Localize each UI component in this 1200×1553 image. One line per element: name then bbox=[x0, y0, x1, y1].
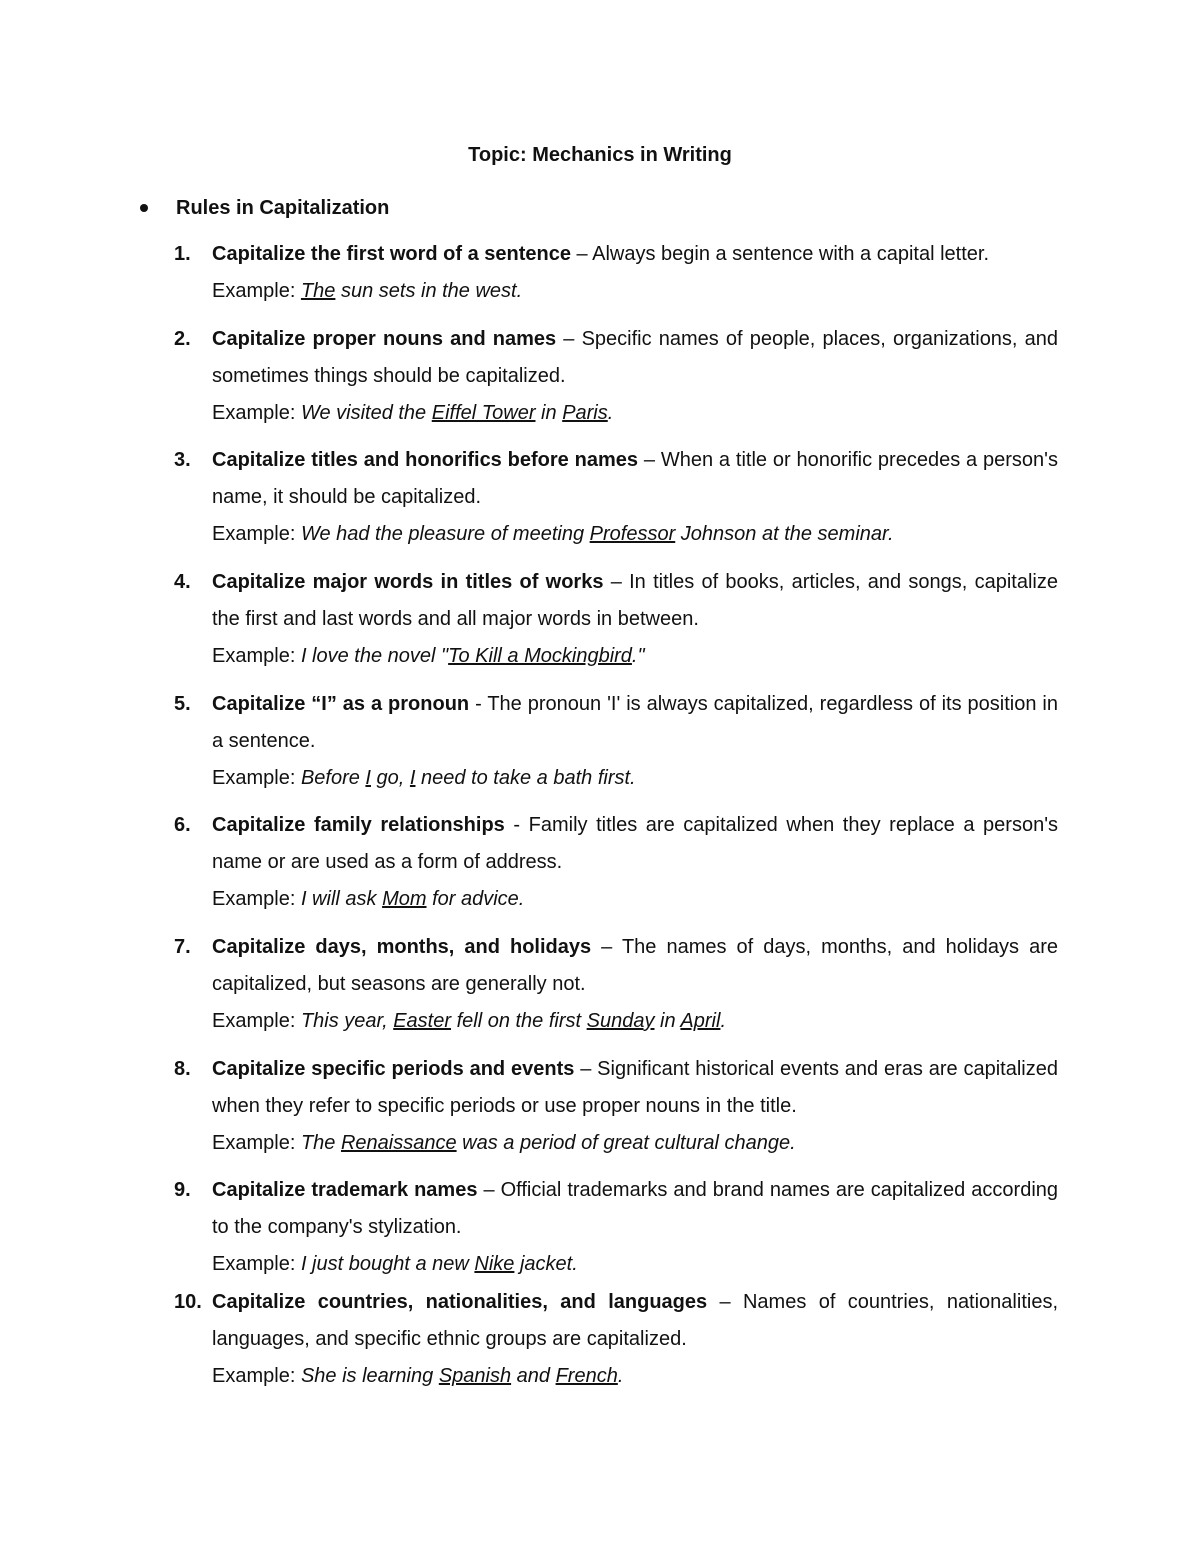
example-label: Example: bbox=[212, 1365, 301, 1387]
example-sentence: We had the pleasure of meeting Professor Johnson at the seminar. bbox=[300, 523, 894, 545]
example-label: Example: bbox=[212, 280, 301, 302]
example-highlight: I bbox=[365, 767, 371, 789]
example-highlight: French bbox=[555, 1365, 618, 1387]
rule-heading: Capitalize specific periods and events bbox=[212, 1058, 575, 1080]
rule-number: 9. bbox=[174, 1179, 191, 1201]
example-highlight: Easter bbox=[393, 1010, 452, 1032]
example-highlight: I bbox=[409, 767, 416, 789]
rule-item bbox=[174, 929, 1058, 1040]
rule-example bbox=[212, 638, 1058, 675]
example-label: Example: bbox=[212, 523, 301, 545]
example-highlight: The bbox=[300, 280, 336, 302]
example-highlight: Professor bbox=[589, 523, 676, 545]
rule-number: 5. bbox=[174, 693, 191, 715]
rule-item bbox=[174, 1051, 1058, 1162]
example-label: Example: bbox=[212, 767, 301, 789]
rule-item bbox=[174, 321, 1058, 432]
rule-number: 7. bbox=[174, 936, 191, 958]
example-label: Example: bbox=[212, 402, 301, 424]
example-label: Example: bbox=[212, 1253, 301, 1275]
rule-text bbox=[212, 1172, 1058, 1246]
example-highlight: Sunday bbox=[586, 1010, 655, 1032]
example-highlight: Spanish bbox=[438, 1365, 512, 1387]
rule-text bbox=[212, 564, 1058, 638]
rule-description: - Family titles are capitalized when they replace a person's name or are used as a form of address. bbox=[212, 814, 1059, 873]
rule-text bbox=[212, 807, 1058, 881]
rule-number: 4. bbox=[174, 571, 191, 593]
rule-example bbox=[212, 1358, 1058, 1395]
example-label: Example: bbox=[212, 1010, 301, 1032]
rule-description: – Names of countries, nationalities, languages, and specific ethnic groups are capitalized. bbox=[212, 1291, 1058, 1350]
rule-number: 1. bbox=[174, 243, 191, 265]
rule-text bbox=[212, 236, 1058, 273]
rule-item bbox=[174, 236, 1058, 310]
rule-description: – When a title or honorific precedes a person's name, it should be capitalized. bbox=[212, 449, 1058, 508]
rule-description: – In titles of books, articles, and songs, capitalize the first and last words and all major words in between. bbox=[212, 571, 1058, 630]
example-sentence: She is learning Spanish and French. bbox=[300, 1365, 624, 1387]
rule-example bbox=[212, 516, 1058, 553]
rule-text bbox=[212, 1051, 1058, 1125]
section-heading: Rules in Capitalization bbox=[176, 197, 390, 219]
example-sentence: This year, Easter fell on the first Sunday in April. bbox=[300, 1010, 726, 1032]
rule-text bbox=[212, 1284, 1058, 1358]
rule-number: 2. bbox=[174, 328, 191, 350]
example-sentence: Before I go, I need to take a bath first. bbox=[300, 767, 636, 789]
example-sentence: The sun sets in the west. bbox=[300, 280, 523, 302]
bullet-icon bbox=[140, 204, 148, 212]
example-sentence: I will ask Mom for advice. bbox=[300, 888, 525, 910]
example-sentence: I just bought a new Nike jacket. bbox=[300, 1253, 578, 1275]
rule-description: – Significant historical events and eras are capitalized when they refer to specific periods or use proper nouns in the title. bbox=[212, 1058, 1058, 1117]
rule-description: - The pronoun 'I' is always capitalized, regardless of its position in a sentence. bbox=[212, 693, 1058, 752]
rule-text bbox=[212, 321, 1058, 395]
example-highlight: Eiffel Tower bbox=[431, 402, 536, 424]
example-sentence: I love the novel "To Kill a Mockingbird." bbox=[300, 645, 645, 667]
rule-description: – The names of days, months, and holidays are capitalized, but seasons are generally not. bbox=[212, 936, 1058, 995]
rule-example bbox=[212, 1125, 1058, 1162]
rule-heading: Capitalize proper nouns and names bbox=[212, 328, 557, 350]
rule-heading: Capitalize titles and honorifics before names bbox=[212, 449, 638, 471]
rule-heading: Capitalize days, months, and holidays bbox=[212, 936, 592, 958]
rule-description: – Always begin a sentence with a capital letter. bbox=[570, 243, 989, 265]
rule-number: 6. bbox=[174, 814, 191, 836]
rule-example bbox=[212, 881, 1058, 918]
rule-example bbox=[212, 760, 1058, 797]
rule-text bbox=[212, 686, 1058, 760]
page-title: Topic: Mechanics in Writing bbox=[468, 144, 732, 166]
example-highlight: Paris bbox=[562, 402, 608, 424]
rule-description: – Specific names of people, places, organizations, and sometimes things should be capitalized. bbox=[212, 328, 1058, 387]
rule-heading: Capitalize countries, nationalities, and languages bbox=[212, 1291, 708, 1313]
rule-example bbox=[212, 1246, 1058, 1283]
rule-description: – Official trademarks and brand names are capitalized according to the company's stylization. bbox=[212, 1179, 1059, 1238]
rule-item bbox=[174, 564, 1058, 675]
rule-text bbox=[212, 929, 1058, 1003]
rule-example bbox=[212, 1003, 1058, 1040]
rule-heading: Capitalize the first word of a sentence bbox=[212, 243, 571, 265]
rule-number: 3. bbox=[174, 449, 191, 471]
rule-heading: Capitalize major words in titles of works bbox=[212, 571, 604, 593]
example-highlight: Renaissance bbox=[340, 1132, 457, 1154]
example-label: Example: bbox=[212, 1132, 301, 1154]
rule-text bbox=[212, 442, 1058, 516]
example-label: Example: bbox=[212, 645, 301, 667]
rule-item bbox=[174, 1172, 1059, 1283]
rule-item bbox=[174, 686, 1058, 797]
rule-item bbox=[174, 1284, 1058, 1395]
example-sentence: We visited the Eiffel Tower in Paris. bbox=[300, 402, 614, 424]
rule-example bbox=[212, 273, 1058, 310]
rule-heading: Capitalize “I” as a pronoun bbox=[212, 693, 470, 715]
example-highlight: To Kill a Mockingbird bbox=[448, 645, 632, 667]
rule-heading: Capitalize family relationships bbox=[212, 814, 505, 836]
example-highlight: April bbox=[680, 1010, 721, 1032]
rule-item bbox=[174, 442, 1058, 553]
example-label: Example: bbox=[212, 888, 301, 910]
rule-number: 10. bbox=[174, 1291, 202, 1313]
example-highlight: Nike bbox=[474, 1253, 515, 1275]
rule-heading: Capitalize trademark names bbox=[212, 1179, 478, 1201]
example-sentence: The Renaissance was a period of great cultural change. bbox=[300, 1132, 796, 1154]
rule-number: 8. bbox=[174, 1058, 191, 1080]
rule-example bbox=[212, 395, 1058, 432]
rule-item bbox=[174, 807, 1059, 918]
example-highlight: Mom bbox=[382, 888, 427, 910]
